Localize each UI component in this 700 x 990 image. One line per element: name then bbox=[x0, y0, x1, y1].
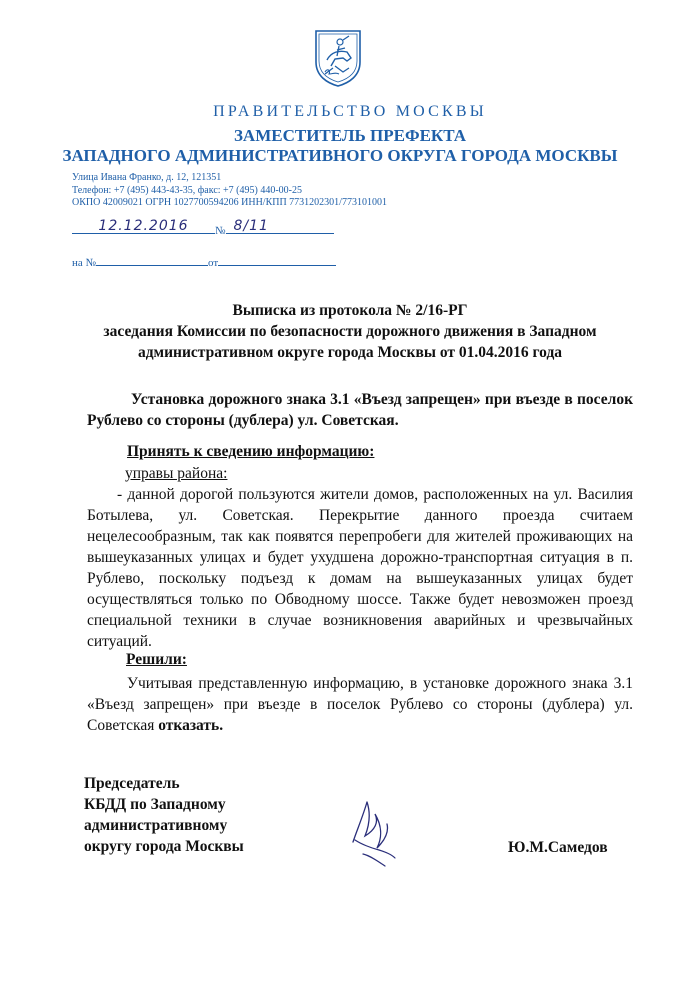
decision-paragraph bbox=[87, 673, 633, 736]
reference-prefix: на № bbox=[72, 257, 97, 269]
chair-line-3: административному bbox=[84, 817, 228, 834]
source-label: управы района: bbox=[125, 465, 228, 482]
signer-name: Ю.М.Самедов bbox=[508, 839, 608, 856]
handwritten-date: 12.12.2016 bbox=[98, 218, 189, 234]
district-name: ЗАПАДНОГО АДМИНИСТРАТИВНОГО ОКРУГА ГОРОДА МОСКВЫ bbox=[62, 146, 618, 165]
date-field bbox=[72, 218, 215, 234]
chair-line-4: округу города Москвы bbox=[84, 838, 244, 855]
codes-line: ОКПО 42009021 ОГРН 1027700594206 ИНН/КПП 7731202301/773101001 bbox=[72, 197, 387, 208]
info-heading: Принять к сведению информацию: bbox=[127, 443, 375, 460]
decision-verdict: отказать. bbox=[158, 717, 224, 734]
reference-number-field bbox=[96, 253, 208, 266]
decision-heading: Решили: bbox=[126, 651, 187, 668]
decision-text: Учитывая представленную информацию, в установке дорожного знака 3.1 «Въезд запрещен» при въезде в поселок Рублево со стороны (дублера) ул. Советская bbox=[87, 675, 633, 734]
address-line: Улица Ивана Франко, д. 12, 121351 bbox=[72, 172, 222, 183]
chair-line-1: Председатель bbox=[84, 775, 180, 792]
deputy-prefect-title: ЗАМЕСТИТЕЛЬ ПРЕФЕКТА bbox=[233, 126, 467, 145]
number-sign: № bbox=[215, 225, 226, 237]
info-paragraph: - данной дорогой пользуются жители домов, расположенных на ул. Василия Ботылева, ул. Советская. Перекрытие данного проезда считаем нецелесообразным, так как появятся перепробеги для жителей проживающих на вышеуказанных улицах и будет ухудшена дорожно-транспортная ситуация в п. Рублево, поскольку подъезд к домам на вышеуказанных улицах будет осуществляться только по Обводному шоссе. Также будет невозможен проезд специальной техники в случае возникновения аварийных и чрезвычайных ситуаций. bbox=[87, 486, 633, 650]
handwritten-number: 8/11 bbox=[233, 218, 269, 234]
reference-line bbox=[72, 253, 336, 269]
government-name: ПРАВИТЕЛЬСТВО МОСКВЫ bbox=[213, 103, 487, 120]
reference-from: от bbox=[208, 257, 219, 269]
agenda-subject: Установка дорожного знака 3.1 «Въезд запрещен» при въезде в поселок Рублево со стороны (дублера) ул. Советская. bbox=[87, 391, 633, 429]
chairman-title bbox=[84, 773, 244, 857]
registration-line bbox=[72, 218, 334, 237]
document-title: Выписка из протокола № 2/16-РГ bbox=[232, 302, 468, 319]
number-field bbox=[226, 218, 334, 234]
contact-block bbox=[72, 172, 387, 210]
phone-line: Телефон: +7 (495) 443-43-35, факс: +7 (495) 440-00-25 bbox=[72, 184, 302, 196]
moscow-coat-of-arms-icon bbox=[313, 28, 363, 88]
reference-date-field bbox=[218, 253, 336, 266]
handwritten-signature bbox=[345, 796, 400, 871]
document-title-line2: заседания Комиссии по безопасности дорожного движения в Западном bbox=[103, 323, 597, 340]
chair-line-2: КБДД по Западному bbox=[84, 796, 226, 813]
document-title-line3: административном округе города Москвы от 01.04.2016 года bbox=[137, 344, 563, 361]
